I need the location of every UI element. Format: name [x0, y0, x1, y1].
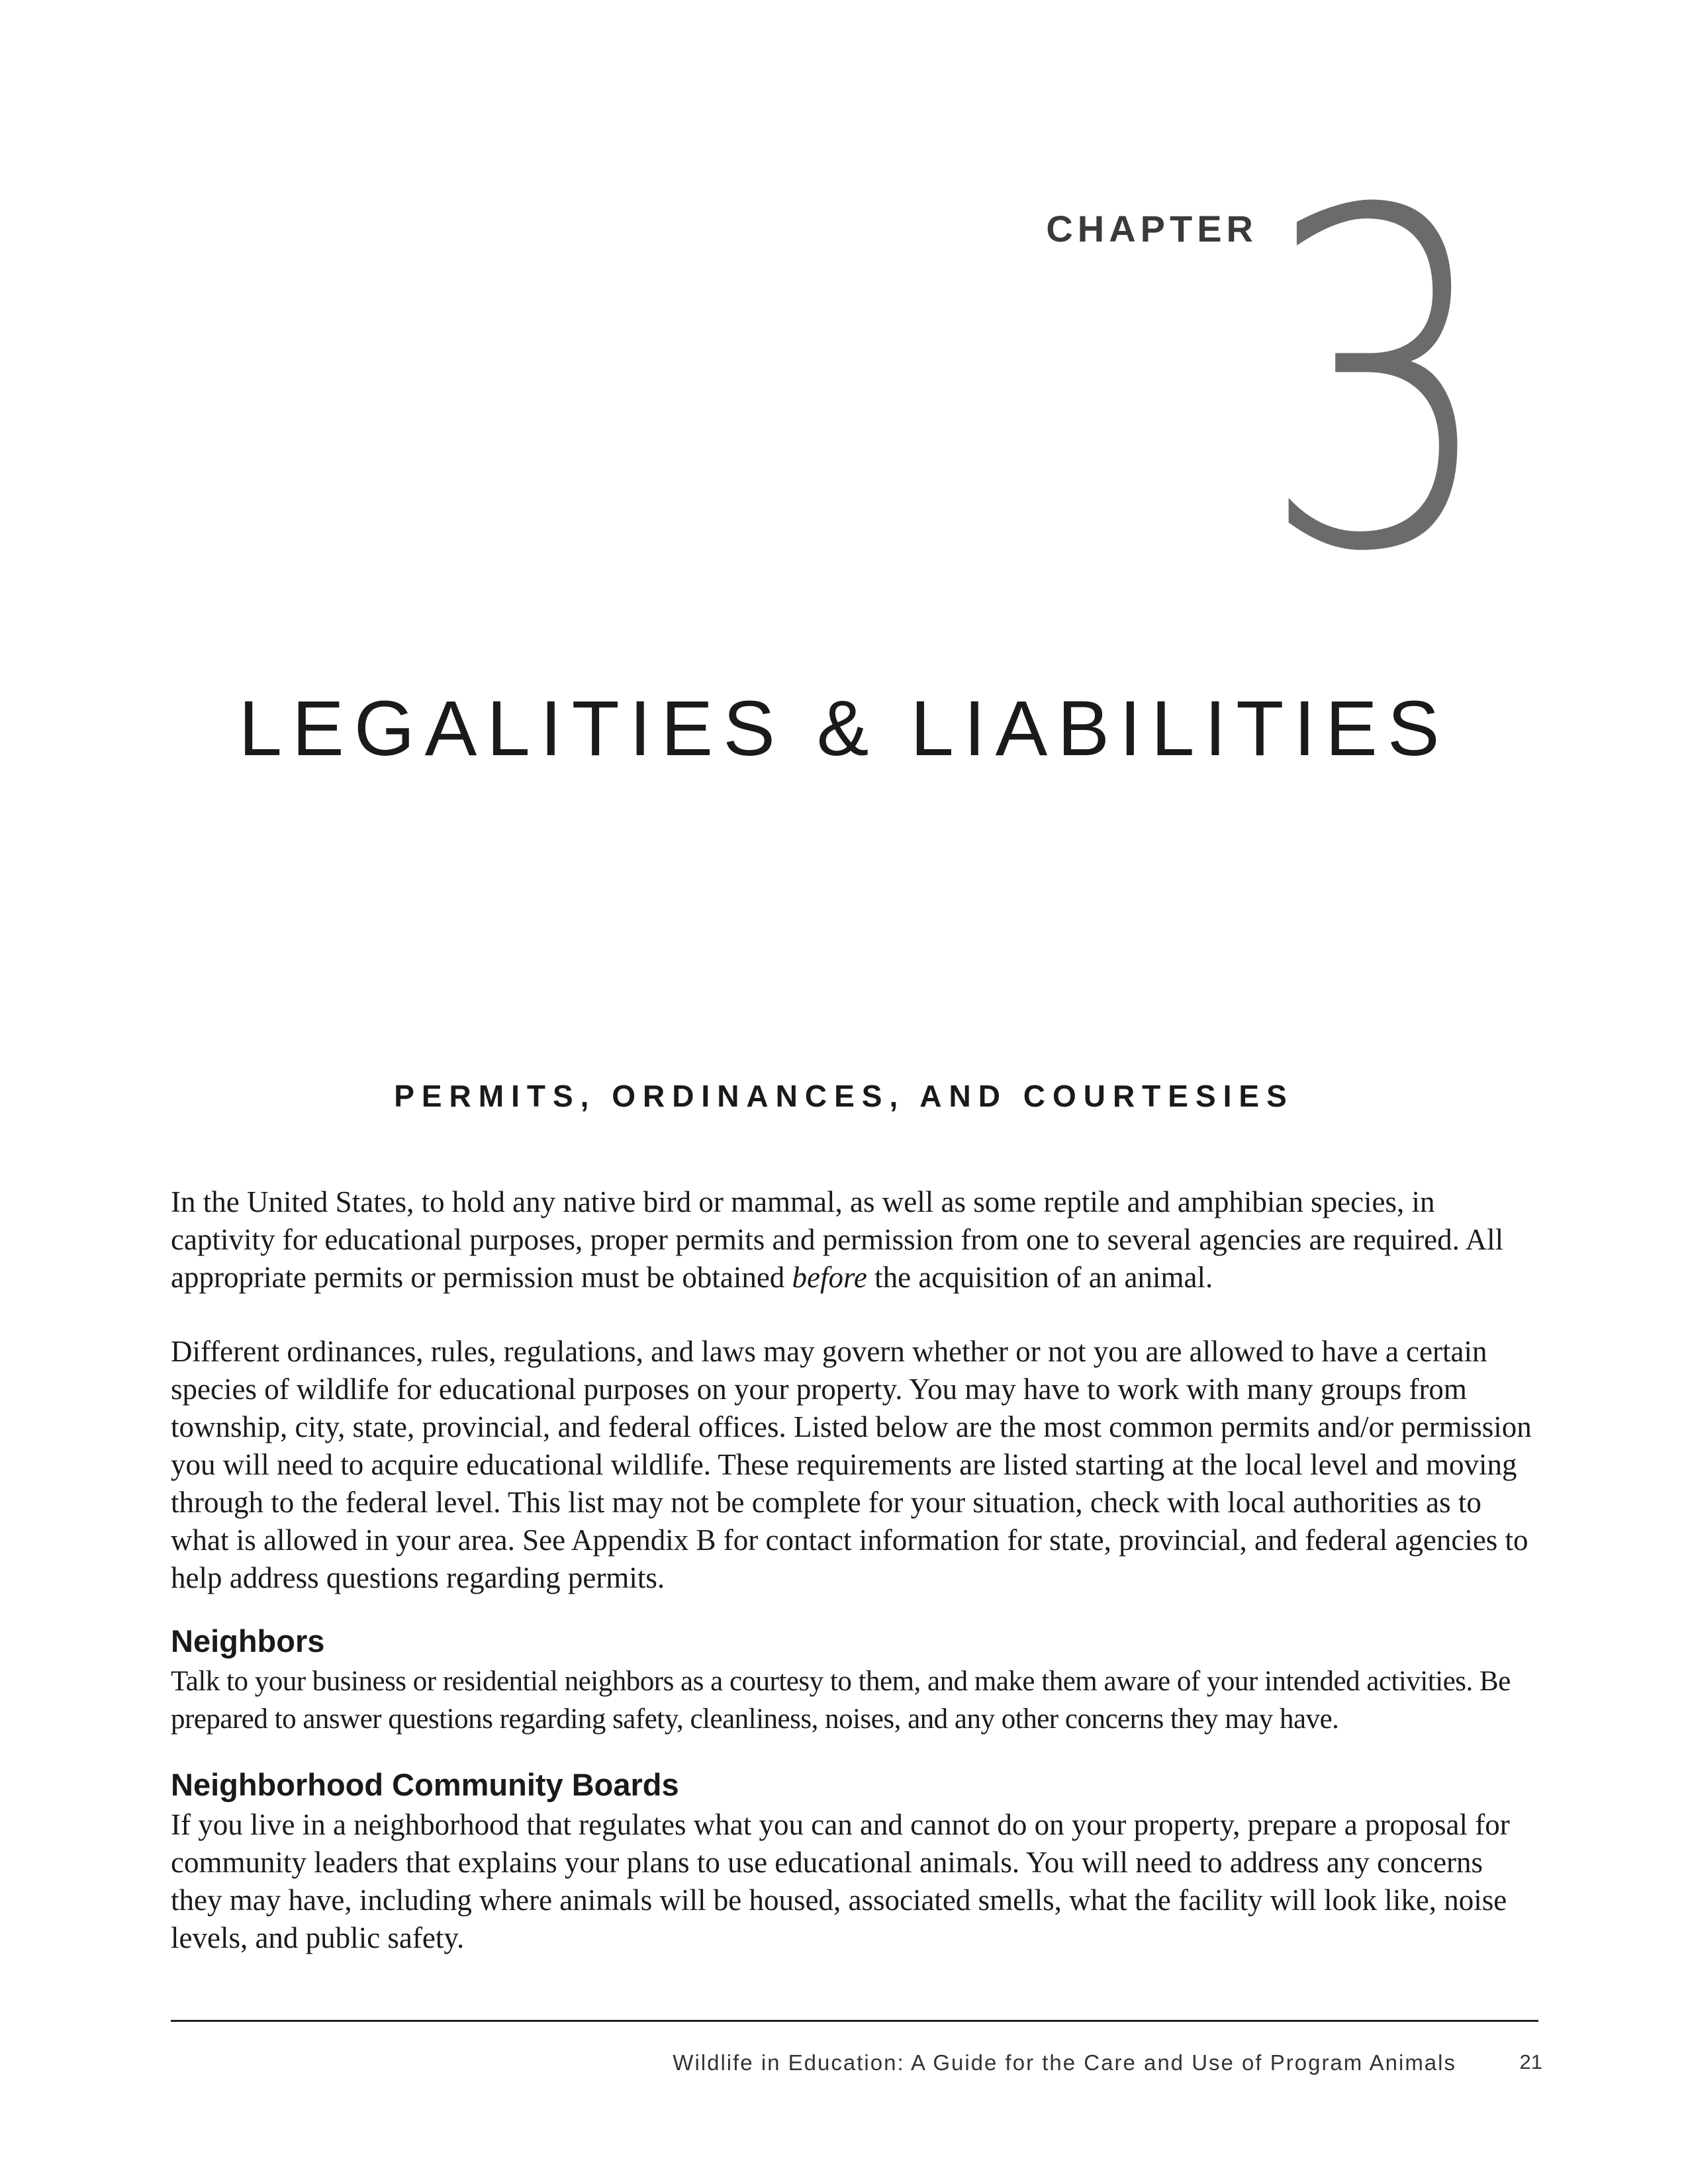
community-boards-heading: Neighborhood Community Boards	[171, 1767, 679, 1802]
intro-emphasis: before	[792, 1261, 867, 1294]
page-number: 21	[1519, 2050, 1542, 2073]
section-heading: PERMITS, ORDINANCES, AND COURTESIES	[394, 1079, 1294, 1113]
ordinances-paragraph: Different ordinances, rules, regulations, and laws may govern whether or not you are allowed to have a certain species of wildlife for educational purposes on your property. You may have to work with many groups from township, city, state, provincial, and federal offices. Listed below are the most common permits and/or permission you will need to acquire educational wildlife. These requirements are listed starting at the local level and moving through to the federal level. This list may not be complete for your situation, check with local authorities as to what is allowed in your area. See Appendix B for contact information for state, provincial, and federal agencies to help address questions regarding permits.	[171, 1335, 1532, 1594]
chapter-title: LEGALITIES & LIABILITIES	[238, 685, 1450, 772]
footer-book-title: Wildlife in Education: A Guide for the Care and Use of Program Animals	[673, 2050, 1456, 2075]
neighbors-paragraph: Talk to your business or residential neighbors as a courtesy to them, and make them aware of your intended activities. Be prepared to answer questions regarding safety, cleanliness, noises, and any other concerns they may have.	[171, 1666, 1511, 1735]
neighbors-heading: Neighbors	[171, 1623, 325, 1659]
intro-text-end: the acquisition of an animal.	[867, 1261, 1213, 1294]
intro-paragraph	[171, 1183, 1538, 1297]
community-boards-paragraph: If you live in a neighborhood that regulates what you can and cannot do on your property, prepare a proposal for community leaders that explains your plans to use educational animals. You will need to address any concerns they may have, including where animals will be housed, associated smells, what the facility will look like, noise levels, and public safety.	[171, 1808, 1510, 1954]
chapter-number: 3	[1260, 114, 1497, 653]
chapter-label: CHAPTER	[1046, 208, 1258, 250]
footer-divider	[171, 2020, 1538, 2022]
intro-text-start: In the United States, to hold any native bird or mammal, as well as some reptile and amphibian species, in captivity for educational purposes, proper permits and permission from one to several agencies are required. All appropriate permits or permission must be obtained	[171, 1185, 1504, 1294]
